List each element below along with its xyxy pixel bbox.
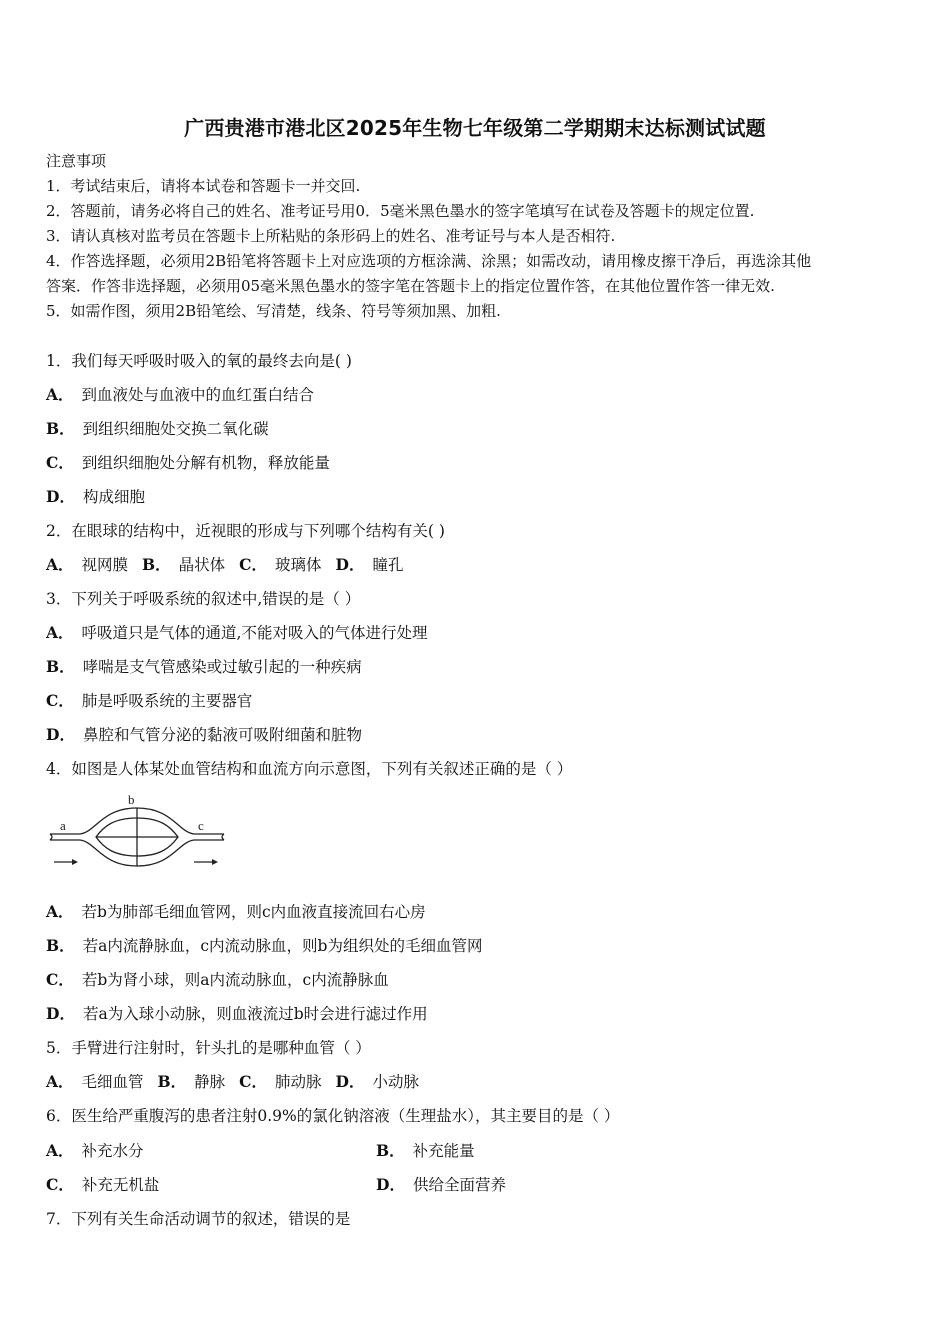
option-text: 到组织细胞处交换二氧化碳 bbox=[82, 420, 269, 438]
option-label: A． bbox=[46, 623, 74, 642]
option-text: 玻璃体 bbox=[275, 556, 322, 574]
option-label: B． bbox=[142, 555, 171, 574]
option-label: D． bbox=[46, 725, 75, 744]
diagram-label-b: b bbox=[128, 792, 135, 807]
option-text: 毛细血管 bbox=[81, 1073, 144, 1091]
option-text: 若b为肾小球，则a内流动脉血，c内流静脉血 bbox=[81, 971, 389, 989]
diagram-label-a: a bbox=[60, 818, 66, 833]
question-7-stem: 7．下列有关生命活动调节的叙述，错误的是 bbox=[46, 1210, 351, 1228]
question-6-option-a bbox=[46, 1141, 144, 1161]
note-item: 4．作答选择题，必须用2B铅笔将答题卡上对应选项的方框涂满、涂黑；如需改动，请用橡皮擦干净后，再选涂其他 bbox=[46, 252, 812, 270]
option-label: D． bbox=[335, 1072, 365, 1091]
option-c bbox=[239, 1073, 321, 1091]
option-text: 补充水分 bbox=[81, 1142, 144, 1160]
option-text: 构成细胞 bbox=[82, 488, 145, 506]
note-item: 3．请认真核对监考员在答题卡上所粘贴的条形码上的姓名、准考证号与本人是否相符. bbox=[46, 227, 616, 245]
option-label: A． bbox=[46, 902, 74, 921]
question-3-option-a bbox=[46, 623, 427, 643]
option-label: C． bbox=[239, 555, 268, 574]
option-text: 若a内流静脉血，c内流动脉血，则b为组织处的毛细血管网 bbox=[82, 937, 483, 955]
option-text: 补充无机盐 bbox=[81, 1176, 160, 1194]
question-6-option-c bbox=[46, 1175, 159, 1195]
option-text: 到血液处与血液中的血红蛋白结合 bbox=[81, 386, 315, 404]
option-text: 肺是呼吸系统的主要器官 bbox=[81, 692, 253, 710]
option-c bbox=[239, 556, 321, 574]
question-2-stem: 2．在眼球的结构中，近视眼的形成与下列哪个结构有关( ) bbox=[46, 522, 445, 540]
option-label: B． bbox=[46, 419, 75, 438]
option-b bbox=[142, 556, 225, 574]
question-4-stem: 4．如图是人体某处血管结构和血流方向示意图，下列有关叙述正确的是（ ） bbox=[46, 760, 573, 778]
option-label: D． bbox=[335, 555, 365, 574]
question-3-option-c bbox=[46, 691, 252, 711]
note-item: 5．如需作图，须用2B铅笔绘、写清楚，线条、符号等须加黑、加粗. bbox=[46, 302, 501, 320]
page-title: 广西贵港市港北区2025年生物七年级第二学期期末达标测试试题 bbox=[184, 116, 766, 140]
question-4-option-b bbox=[46, 936, 482, 956]
note-item: 答案．作答非选择题，必须用05毫米黑色墨水的签字笔在答题卡上的指定位置作答，在其他位置作答一律无效. bbox=[46, 277, 775, 295]
question-2-options bbox=[46, 555, 418, 575]
option-label: C． bbox=[46, 970, 74, 989]
option-label: C． bbox=[46, 1175, 74, 1194]
question-4-option-d bbox=[46, 1004, 428, 1024]
option-a bbox=[46, 1073, 144, 1091]
question-1-option-a bbox=[46, 385, 314, 405]
option-label: C． bbox=[46, 691, 74, 710]
option-label: A． bbox=[46, 1072, 74, 1091]
option-label: D． bbox=[46, 487, 75, 506]
option-text: 若b为肺部毛细血管网，则c内血液直接流回右心房 bbox=[81, 903, 426, 921]
question-1-option-d bbox=[46, 487, 145, 507]
option-label: B． bbox=[46, 936, 75, 955]
question-3-stem: 3．下列关于呼吸系统的叙述中,错误的是（ ） bbox=[46, 590, 361, 608]
option-d bbox=[336, 556, 404, 574]
option-text: 补充能量 bbox=[412, 1142, 475, 1160]
option-text: 晶状体 bbox=[178, 556, 226, 574]
option-text: 视网膜 bbox=[81, 556, 129, 574]
option-label: B． bbox=[376, 1141, 405, 1160]
option-text: 静脉 bbox=[194, 1073, 226, 1091]
option-b bbox=[158, 1073, 226, 1091]
option-label: A． bbox=[46, 555, 74, 574]
diagram-label-c: c bbox=[198, 818, 204, 833]
option-text: 鼻腔和气管分泌的黏液可吸附细菌和脏物 bbox=[82, 726, 362, 744]
option-label: A． bbox=[46, 1141, 74, 1160]
option-a bbox=[46, 556, 128, 574]
question-1-stem: 1．我们每天呼吸时吸入的氧的最终去向是( ) bbox=[46, 352, 352, 370]
option-label: C． bbox=[46, 453, 74, 472]
option-text: 瞳孔 bbox=[372, 556, 404, 574]
question-5-options bbox=[46, 1072, 433, 1092]
option-text: 到组织细胞处分解有机物，释放能量 bbox=[81, 454, 330, 472]
question-6-stem: 6．医生给严重腹泻的患者注射0.9%的氯化钠溶液（生理盐水），其主要目的是（ ） bbox=[46, 1107, 620, 1125]
option-text: 呼吸道只是气体的通道,不能对吸入的气体进行处理 bbox=[81, 624, 428, 642]
option-text: 哮喘是支气管感染或过敏引起的一种疾病 bbox=[82, 658, 362, 676]
question-3-option-d bbox=[46, 725, 362, 745]
question-6-option-b bbox=[376, 1141, 475, 1161]
option-label: B． bbox=[46, 657, 75, 676]
question-4-option-c bbox=[46, 970, 389, 990]
blood-vessel-diagram bbox=[44, 792, 230, 874]
note-item: 1．考试结束后，请将本试卷和答题卡一并交回. bbox=[46, 177, 361, 195]
question-1-option-c bbox=[46, 453, 330, 473]
option-label: B． bbox=[157, 1072, 187, 1091]
question-1-option-b bbox=[46, 419, 269, 439]
option-text: 小动脉 bbox=[372, 1073, 419, 1091]
note-item: 2．答题前，请务必将自己的姓名、准考证号用0．5毫米黑色墨水的签字笔填写在试卷及答题卡的规定位置. bbox=[46, 202, 755, 220]
option-text: 若a为入球小动脉，则血液流过b时会进行滤过作用 bbox=[82, 1005, 428, 1023]
question-4-option-a bbox=[46, 902, 426, 922]
question-5-stem: 5．手臂进行注射时，针头扎的是哪种血管（ ） bbox=[46, 1039, 371, 1057]
option-label: D． bbox=[46, 1004, 75, 1023]
option-label: A． bbox=[46, 385, 74, 404]
notes-heading: 注意事项 bbox=[46, 152, 107, 170]
option-d bbox=[336, 1073, 419, 1091]
option-label: D． bbox=[376, 1175, 405, 1194]
option-text: 供给全面营养 bbox=[412, 1176, 506, 1194]
option-label: C． bbox=[239, 1072, 268, 1091]
question-3-option-b bbox=[46, 657, 362, 677]
option-text: 肺动脉 bbox=[275, 1073, 322, 1091]
question-6-option-d bbox=[376, 1175, 506, 1195]
